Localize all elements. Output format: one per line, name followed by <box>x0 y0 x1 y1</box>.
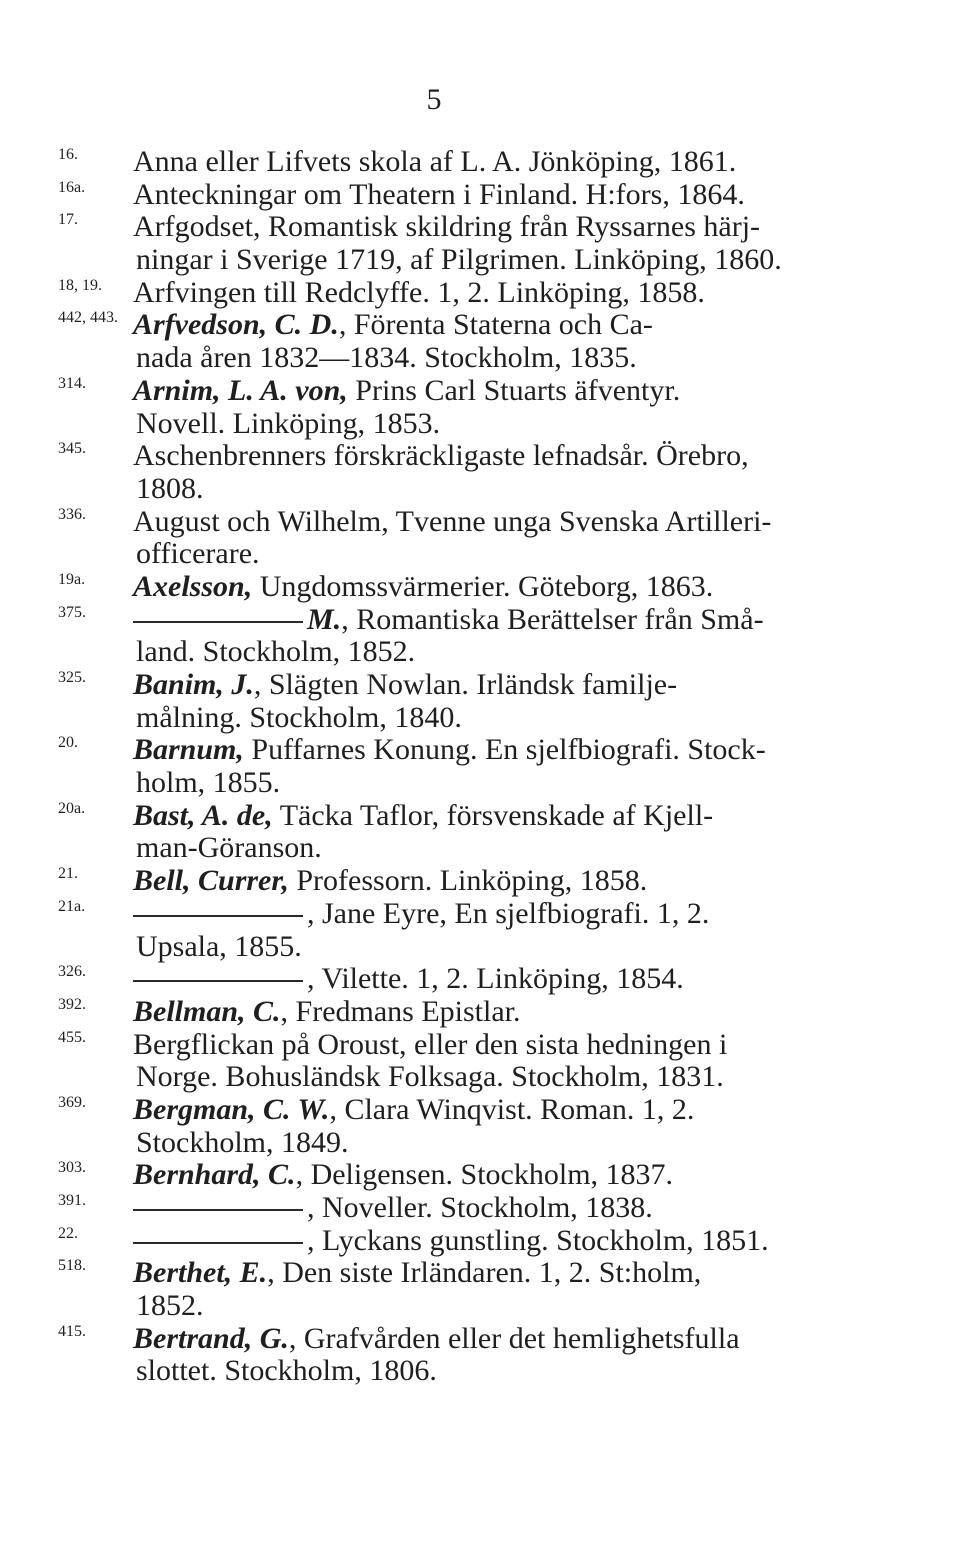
entry-continuation-line <box>0 473 960 506</box>
catalog-entry <box>0 1257 960 1322</box>
entry-number: 518. <box>58 1257 86 1275</box>
catalog-entry <box>0 146 960 179</box>
page-number: 5 <box>426 83 442 116</box>
entry-text: August och Wilhelm, Tvenne unga Svenska Artilleri- <box>133 505 772 538</box>
entry-number: 455. <box>58 1028 86 1046</box>
catalog-entry <box>0 800 960 865</box>
entry-text: , Romantiska Berättelser från Små- <box>341 603 764 636</box>
entry-text: ningar i Sverige 1719, af Pilgrimen. Linköping, 1860. <box>136 244 782 277</box>
entry-continuation-line <box>0 767 960 800</box>
entry-first-line <box>0 734 960 767</box>
entry-text: slottet. Stockholm, 1806. <box>136 1355 437 1388</box>
entry-first-line <box>0 146 960 179</box>
entry-continuation-line <box>0 342 960 375</box>
entry-text: 1808. <box>136 472 204 505</box>
entry-number: 326. <box>58 963 86 981</box>
entry-number: 369. <box>58 1093 86 1111</box>
entry-number: 442, 443. <box>58 309 118 327</box>
catalog-entry <box>0 375 960 440</box>
entry-continuation-line <box>0 1061 960 1094</box>
entry-text: Puffarnes Konung. En sjelfbiografi. Stock- <box>243 734 766 767</box>
entry-first-line <box>0 1029 960 1062</box>
entry-number: 19a. <box>58 570 86 588</box>
catalog-entry <box>0 211 960 276</box>
entry-number: 17. <box>58 211 78 229</box>
entry-number: 336. <box>58 505 86 523</box>
catalog-entry <box>0 1192 960 1225</box>
entry-number: 314. <box>58 374 86 392</box>
entry-number: 325. <box>58 669 86 686</box>
entry-text: , Deligensen. Stockholm, 1837. <box>295 1159 674 1192</box>
entry-text: nada åren 1832—1834. Stockholm, 1835. <box>136 342 637 375</box>
entry-continuation-line <box>0 1290 960 1323</box>
entry-text: officerare. <box>136 538 260 571</box>
entry-first-line <box>0 996 960 1029</box>
entry-first-line <box>0 506 960 539</box>
entry-number: 16. <box>58 146 78 163</box>
entry-text: Upsala, 1855. <box>136 930 302 963</box>
entry-text: , Noveller. Stockholm, 1838. <box>307 1192 653 1224</box>
entry-text: man-Göranson. <box>136 832 322 865</box>
catalog-entry <box>0 506 960 571</box>
entry-number: 375. <box>58 603 86 621</box>
entry-number: 303. <box>58 1159 86 1177</box>
entry-first-line <box>0 1159 960 1192</box>
entry-number: 392. <box>58 995 86 1013</box>
catalog-entry <box>0 277 960 310</box>
entry-text: Aschenbrenners förskräckligaste lefnadsår. Örebro, <box>133 440 749 473</box>
entry-number: 18, 19. <box>58 276 102 294</box>
entry-number: 16a. <box>58 178 86 196</box>
entry-text: Novell. Linköping, 1853. <box>136 407 441 440</box>
ditto-dash <box>133 621 303 623</box>
entry-continuation-line <box>0 244 960 277</box>
entry-text: Norge. Bohusländsk Folksaga. Stockholm, 1831. <box>136 1061 724 1094</box>
author-name: Bertrand, G. <box>133 1322 289 1355</box>
entry-text: , Grafvården eller det hemlighetsfulla <box>288 1322 740 1355</box>
entry-text: Ungdomssvärmerier. Göteborg, 1863. <box>252 570 714 603</box>
catalog-entry <box>0 1225 960 1258</box>
author-name: Axelsson, <box>133 570 253 603</box>
catalog-entry <box>0 1323 960 1388</box>
entry-first-line <box>0 179 960 212</box>
entry-text: Stockholm, 1849. <box>136 1126 349 1159</box>
author-name: Bernhard, C. <box>133 1159 296 1192</box>
entry-text: , Fredmans Epistlar. <box>280 995 521 1028</box>
author-name: Berthet, E. <box>133 1257 268 1290</box>
catalog-entry-list <box>0 146 960 1388</box>
catalog-entry <box>0 898 960 963</box>
catalog-entry <box>0 1159 960 1192</box>
ditto-dash <box>133 980 303 982</box>
entry-text: , Vilette. 1, 2. Linköping, 1854. <box>307 963 684 996</box>
entry-first-line <box>0 898 960 931</box>
catalog-entry <box>0 865 960 898</box>
author-name: Bell, Currer, <box>133 865 289 898</box>
catalog-entry <box>0 1029 960 1094</box>
entry-text: Bergflickan på Oroust, eller den sista hedningen i <box>133 1028 728 1061</box>
entry-first-line <box>0 440 960 473</box>
entry-first-line <box>0 1257 960 1290</box>
entry-first-line <box>0 277 960 310</box>
entry-first-line <box>0 963 960 996</box>
entry-continuation-line <box>0 1355 960 1388</box>
entry-text: , Clara Winqvist. Roman. 1, 2. <box>329 1093 695 1126</box>
entry-text: land. Stockholm, 1852. <box>136 636 416 669</box>
entry-number: 20a. <box>58 799 86 817</box>
ditto-dash <box>133 1209 303 1211</box>
entry-continuation-line <box>0 1127 960 1160</box>
entry-first-line <box>0 309 960 342</box>
author-name: Arfvedson, C. D. <box>133 309 339 342</box>
entry-continuation-line <box>0 538 960 571</box>
entry-first-line <box>0 211 960 244</box>
entry-continuation-line <box>0 636 960 669</box>
entry-number: 21. <box>58 865 78 883</box>
entry-first-line <box>0 669 960 702</box>
catalog-entry <box>0 604 960 669</box>
author-name: M. <box>307 603 342 636</box>
catalog-entry <box>0 996 960 1029</box>
entry-number: 21a. <box>58 897 86 915</box>
entry-first-line <box>0 604 960 637</box>
author-name: Bast, A. de, <box>133 799 273 832</box>
entry-first-line <box>0 1225 960 1258</box>
entry-first-line <box>0 800 960 833</box>
entry-number: 345. <box>58 440 86 458</box>
entry-first-line <box>0 1323 960 1356</box>
entry-text: Anteckningar om Theatern i Finland. H:fors, 1864. <box>133 178 745 211</box>
entry-continuation-line <box>0 408 960 441</box>
catalog-entry <box>0 309 960 374</box>
entry-first-line <box>0 1192 960 1225</box>
entry-text: , Slägten Nowlan. Irländsk familje- <box>253 669 678 701</box>
author-name: Arnim, L. A. von, <box>133 374 348 407</box>
catalog-entry <box>0 669 960 734</box>
ditto-dash <box>133 915 303 917</box>
catalog-entry <box>0 734 960 799</box>
entry-text: holm, 1855. <box>136 767 281 800</box>
author-name: Bergman, C. W. <box>133 1093 330 1126</box>
catalog-entry <box>0 179 960 212</box>
entry-text: Prins Carl Stuarts äfventyr. <box>347 374 681 407</box>
entry-number: 391. <box>58 1192 86 1209</box>
author-name: Barnum, <box>133 734 244 767</box>
entry-text: Arfgodset, Romantisk skildring från Ryssarnes härj- <box>133 211 761 244</box>
catalog-entry <box>0 963 960 996</box>
author-name: Bellman, C. <box>133 995 281 1028</box>
author-name: Banim, J. <box>133 669 254 701</box>
entry-text: , Jane Eyre, En sjelfbiografi. 1, 2. <box>307 897 710 930</box>
entry-number: 20. <box>58 734 78 752</box>
entry-continuation-line <box>0 832 960 865</box>
entry-text: , Förenta Staterna och Ca- <box>338 309 653 342</box>
entry-first-line <box>0 375 960 408</box>
catalog-entry <box>0 1094 960 1159</box>
entry-first-line <box>0 571 960 604</box>
entry-continuation-line <box>0 702 960 735</box>
entry-number: 22. <box>58 1224 78 1242</box>
entry-text: Professorn. Linköping, 1858. <box>288 865 648 898</box>
catalog-entry <box>0 440 960 505</box>
entry-text: , Lyckans gunstling. Stockholm, 1851. <box>307 1224 769 1257</box>
entry-first-line <box>0 1094 960 1127</box>
entry-first-line <box>0 865 960 898</box>
catalog-entry <box>0 571 960 604</box>
entry-text: Anna eller Lifvets skola af L. A. Jönköping, 1861. <box>133 146 737 178</box>
entry-text: målning. Stockholm, 1840. <box>136 701 462 734</box>
entry-text: , Den siste Irländaren. 1, 2. St:holm, <box>267 1257 702 1290</box>
entry-number: 415. <box>58 1322 86 1340</box>
entry-text: Arfvingen till Redclyffe. 1, 2. Linköping, 1858. <box>133 276 705 309</box>
entry-continuation-line <box>0 931 960 964</box>
entry-text: 1852. <box>136 1290 204 1323</box>
entry-text: Täcka Taflor, försvenskade af Kjell- <box>272 799 714 832</box>
ditto-dash <box>133 1242 303 1244</box>
